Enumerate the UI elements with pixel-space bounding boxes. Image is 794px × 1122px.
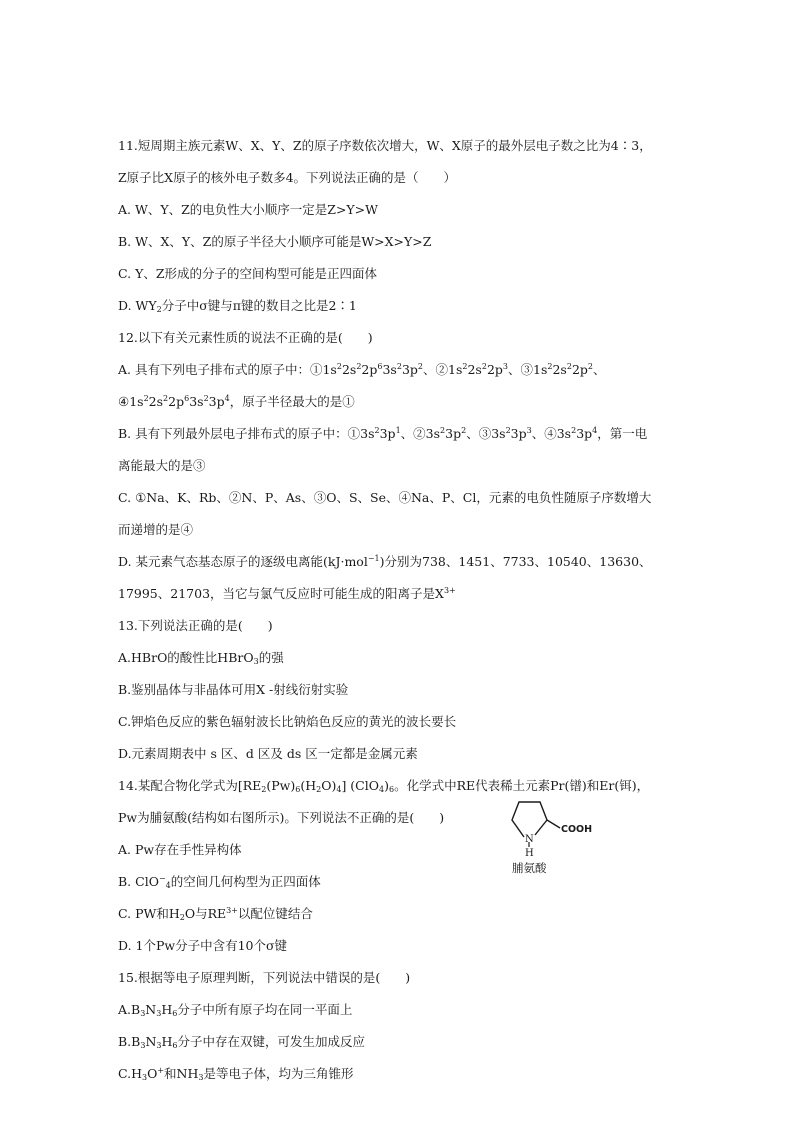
q11-option-d: D. $WY_2$分子中σ键与π键的数目之比是2∶1 <box>118 298 357 314</box>
q14-stem-line-2: Pw为脯氨酸(结构如右图所示)。下列说法不正确的是( ) <box>118 810 445 825</box>
q12-option-c-line-1: C. ①Na、K、Rb、②N、P、As、③O、S、Se、④Na、P、Cl，元素的电负性随原子序数增大 <box>118 490 652 505</box>
atom-n-label: N <box>525 834 534 845</box>
q13-option-c: C.钾焰色反应的紫色辐射波长比钠焰色反应的黄光的波长要长 <box>118 714 457 729</box>
proline-structure-figure <box>498 790 608 880</box>
q15-option-a: $A.B_3N_3H_6$分子中所有原子均在同一平面上 <box>118 1002 353 1018</box>
proline-ring-diagram <box>498 790 608 860</box>
q12-option-a-line-1: A. 具有下列电子排布式的原子中：$①1s^22s^22p^63s^23p^2$、$②1s^22s^22p^3$、$③1s^22s^22p^2$、 <box>118 362 606 377</box>
q12-option-d-line-1: D. 某元素气态基态原子的逐级电离能(kJ·mol$^{-1}$)分别为738、1451、7733、10540、13630、 <box>118 554 652 569</box>
q12-option-b-line-2: 离能最大的是③ <box>118 458 206 473</box>
q11-option-b: B. W、X、Y、Z的原子半径大小顺序可能是W>X>Y>Z <box>118 234 432 249</box>
carboxyl-bond <box>547 820 560 828</box>
q15-option-b: $B.B_3N_3H_6$分子中存在双键，可发生加成反应 <box>118 1034 365 1050</box>
q13-option-a: A.HBrO的酸性比HBrO$_3$的强 <box>118 650 284 666</box>
pyrrolidine-ring-bonds <box>512 802 547 837</box>
q12-option-a-line-2: $④1s^22s^22p^63s^23p^4$，原子半径最大的是① <box>118 394 355 409</box>
q13-stem: 13.下列说法正确的是( ) <box>118 618 273 633</box>
q12-option-d-line-2: 17995、21703，当它与氯气反应时可能生成的阳离子是$X^{3+}$ <box>118 586 456 601</box>
q15-stem: 15.根据等电子原理判断，下列说法中错误的是( ) <box>118 970 411 985</box>
q11-stem-line-1: 11.短周期主族元素W、X、Y、Z的原子序数依次增大，W、X原子的最外层电子数之比为4∶3， <box>118 138 652 153</box>
atom-h-label: H <box>525 848 534 859</box>
q14-option-a: A. Pw存在手性异构体 <box>118 842 242 857</box>
cooh-group-label: COOH <box>561 824 593 835</box>
q13-option-b: B.鉴别晶体与非晶体可用X -射线衍射实验 <box>118 682 349 697</box>
q13-option-d: D.元素周期表中 s 区、d 区及 ds 区一定都是金属元素 <box>118 746 418 761</box>
q11-option-c: C. Y、Z形成的分子的空间构型可能是正四面体 <box>118 266 378 281</box>
q12-stem: 12.以下有关元素性质的说法不正确的是( ) <box>118 330 373 345</box>
ring-bond-c-n <box>535 820 547 835</box>
q12-option-b-line-1: B. 具有下列最外层电子排布式的原子中：$①3s^23p^1$、$②3s^23p^2$、$③3s^23p^3$、$④3s^23p^4$，第一电 <box>118 426 648 441</box>
q14-option-b: B. ClO−$_4$的空间几何构型为正四面体 <box>118 874 321 890</box>
q14-option-c: C. PW和$H_2O$与$RE^{3+}$以配位键结合 <box>118 906 313 922</box>
q12-option-c-line-2: 而递增的是④ <box>118 522 194 537</box>
q11-option-a: A. W、Y、Z的电负性大小顺序一定是Z>Y>W <box>118 202 378 217</box>
q14-stem-line-1: 14.某配合物化学式为$[RE_2(Pw)_6(H_2O)_4]$ $(ClO_4)_6$。化学式中RE代表稀土元素Pr(镨)和Er(铒)， <box>118 778 650 794</box>
q14-option-d: D. 1个Pw分子中含有10个σ键 <box>118 938 288 953</box>
q15-option-c: $C.H_3O^+$和$NH_3$是等电子体，均为三角锥形 <box>118 1066 354 1082</box>
figure-caption: 脯氨酸 <box>512 861 547 875</box>
q11-stem-line-2: Z原子比X原子的核外电子数多4。下列说法正确的是（ ） <box>118 170 457 185</box>
